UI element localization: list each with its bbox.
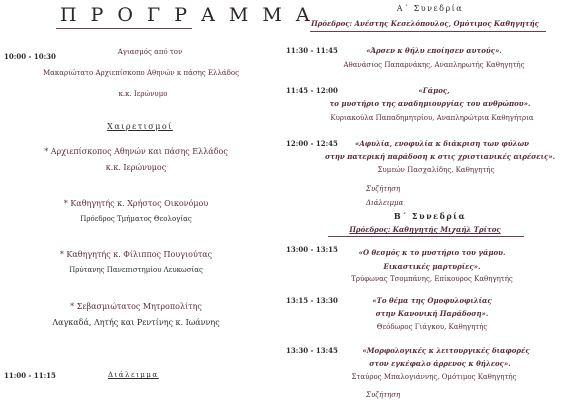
greeting-1-line-1: * Αρχιεπίσκοπος Αθηνών και πάσης Ελλάδος <box>44 147 228 156</box>
talk-b2-title-2: στην Κανονική Παράδοση». <box>375 309 489 318</box>
session-a-title: Α΄ Συνεδρία <box>396 4 464 13</box>
talk-a3-time: 12:00 - 12:45 <box>286 139 338 148</box>
talk-a1-time: 11:30 - 11:45 <box>286 46 338 55</box>
talk-b1-speaker: Τρύφωνας Τσομπάνης, Επίκουρος Καθηγητής <box>351 275 513 283</box>
session-a-underline <box>310 31 546 32</box>
talk-b2-title-1: «Το θέμα της Ομοφυλοφιλίας <box>372 296 492 305</box>
session-b-underline <box>328 236 524 237</box>
talk-b2-time: 13:15 - 13:30 <box>286 296 338 305</box>
title-underline <box>56 28 192 29</box>
greeting-2-line-1: * Καθηγητής κ. Χρήστος Οικονόμου <box>63 199 209 208</box>
talk-a1-title: «Άρσεν κ θήλυ εποίησεν αυτούς». <box>366 46 502 55</box>
talk-b1-title-1: «Ο θεσμός κ το μυστήριο του γάμου. <box>358 248 506 257</box>
greeting-4-line-2: Λαγκαδά, Λητής και Ρεντίνης κ. Ιωάννης <box>52 318 220 327</box>
opening-line-2: Μακαριώτατο Αρχιεπίσκοπο Αθηνών κ πάσης Ελλάδος <box>42 69 240 77</box>
talk-b1-title-2: Εικαστικές μαρτυρίες». <box>383 262 481 271</box>
session-b-title: Β΄ Συνεδρία <box>393 211 467 221</box>
session-a-break: Διάλειμμα <box>366 199 404 207</box>
session-b-chair: Πρόεδρος: Καθηγητής Μιχαήλ Τρίτος <box>349 225 501 234</box>
greeting-3-line-1: * Καθηγητής κ. Φίλιππος Πουγιούτας <box>59 250 213 259</box>
opening-time: 10:00 - 10:30 <box>4 52 56 61</box>
session-a-chair: Πρόεδρος: Ανέστης Κεσελόπουλος, Ομότιμος Καθηγητής <box>311 19 539 28</box>
break-label: Διάλειμμα <box>108 371 159 379</box>
break-time: 11:00 - 11:15 <box>4 371 56 380</box>
talk-a3-speaker: Συμεών Πασχαλίδης, Καθηγητής <box>377 166 495 174</box>
talk-b2-speaker: Θεόδωρος Γιάγκου, Καθηγητής <box>376 323 488 331</box>
talk-b1-time: 13:00 - 13:15 <box>286 245 338 254</box>
greeting-1-line-2: κ.κ. Ιερώνυμος <box>105 163 167 172</box>
talk-a2-title-2: το μυστήριο της αναδημιουργίας του ανθρώπου». <box>329 99 531 108</box>
greetings-heading: Χαιρετισμοί <box>107 122 173 131</box>
talk-b3-title-1: «Μορφολογικές κ λειτουργικές διαφορές <box>362 346 530 355</box>
talk-a2-title-1: «Γάμος, <box>418 86 450 95</box>
opening-line-3: κ.κ. Ιερώνυμο <box>118 90 168 98</box>
program-title: Π Ρ Ο Γ Ρ Α Μ Μ Α <box>60 4 314 26</box>
greeting-2-line-2: Πρόεδρος Τμήματος Θεολογίας <box>80 215 192 223</box>
greeting-3-line-2: Πρύτανης Πανεπιστημίου Λευκωσίας <box>69 266 203 274</box>
talk-a3-title-2: στην πατερική παράδοση κ στις χριστιανικές αιρέσεις». <box>324 152 556 161</box>
greeting-4-line-1: * Σεβασμιώτατος Μητροπολίτης <box>70 302 202 311</box>
talk-b3-speaker: Σταύρος Μπαλογιάννης, Ομότιμος Καθηγητής <box>351 373 517 381</box>
talk-a1-speaker: Αθανάσιος Παπαρνάκης, Αναπληρωτής Καθηγητής <box>343 61 525 69</box>
opening-line-1: Αγιασμός από τον <box>117 48 183 56</box>
session-b-discussion: Συζήτηση <box>366 391 401 399</box>
talk-b3-time: 13:30 - 13:45 <box>286 346 338 355</box>
talk-a2-speaker: Κυριακούλα Παπαδημητρίου, Αναπληρώτρια Καθηγήτρια <box>330 114 534 122</box>
talk-a2-time: 11:45 - 12:00 <box>286 86 338 95</box>
session-a-discussion: Συζήτηση <box>366 185 401 193</box>
talk-b3-title-2: στον εγκέφαλο άρρενος κ θήλεος». <box>369 359 511 368</box>
talk-a3-title-1: «Αφυλία, ενοφυλία κ διάκριση των φύλων <box>354 139 530 148</box>
